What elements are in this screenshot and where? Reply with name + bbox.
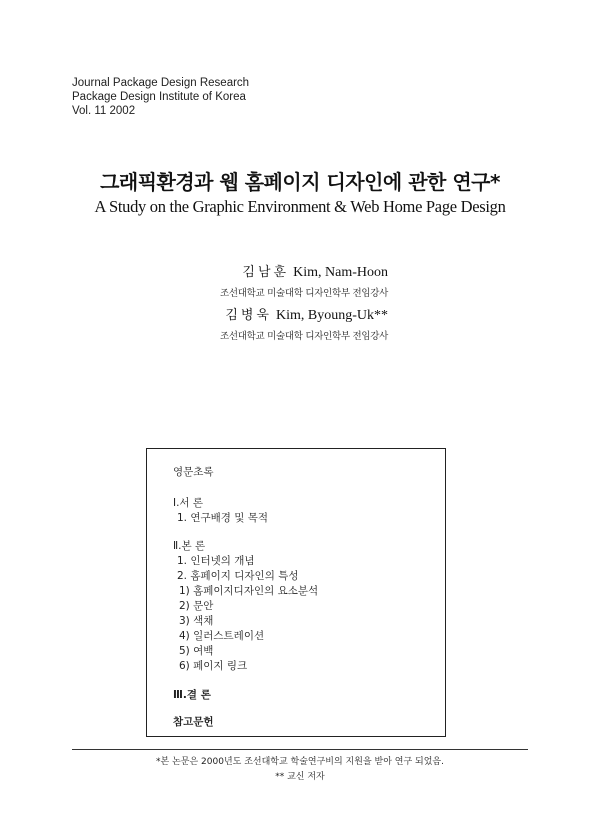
toc-references: 참고문헌 — [173, 716, 214, 728]
toc-subitem: 5) 여백 — [179, 645, 214, 657]
footnote-divider — [72, 749, 528, 750]
author-block-2 — [220, 304, 388, 342]
toc-item: 1. 인터넷의 개념 — [177, 555, 255, 567]
volume-info: Vol. 11 2002 — [72, 105, 136, 117]
author-name-english: Kim, Byoung-Uk** — [276, 308, 388, 323]
paper-title-korean: 그래픽환경과 웹 홈페이지 디자인에 관한 연구* — [100, 170, 500, 194]
toc-abstract: 영문초록 — [173, 466, 214, 478]
toc-subitem: 4) 일러스트레이션 — [179, 630, 265, 642]
toc-subitem: 2) 문안 — [179, 600, 214, 612]
author-affiliation: 조선대학교 미술대학 디자인학부 전임강사 — [220, 331, 388, 342]
table-of-contents — [173, 465, 318, 730]
author-name-korean: 김병욱 — [225, 308, 272, 323]
toc-subitem: 6) 페이지 링크 — [179, 660, 248, 672]
journal-name: Journal Package Design Research — [72, 77, 250, 89]
author-block-1 — [220, 261, 388, 299]
author-name-english: Kim, Nam-Hoon — [293, 265, 388, 280]
table-of-contents-box — [146, 448, 446, 737]
author-name-1 — [220, 261, 388, 281]
toc-subitem: 3) 색채 — [179, 615, 214, 627]
author-name-korean: 김남훈 — [242, 265, 290, 280]
journal-header — [72, 76, 249, 118]
footnote-corresponding-author: ** 교신 저자 — [275, 772, 325, 782]
toc-item: 2. 홈페이지 디자인의 특성 — [177, 570, 299, 582]
author-affiliation: 조선대학교 미술대학 디자인학부 전임강사 — [220, 288, 388, 299]
publisher-name: Package Design Institute of Korea — [72, 91, 246, 103]
toc-section-3-title: Ⅲ.결 론 — [173, 689, 211, 701]
toc-section-1-title: Ⅰ.서 론 — [173, 497, 204, 509]
toc-subitem: 1) 홈페이지디자인의 요소분석 — [179, 585, 319, 597]
footnote-funding: *본 논문은 2000년도 조선대학교 학술연구비의 지원을 받아 연구 되었음. — [156, 757, 444, 767]
author-name-2 — [220, 304, 388, 324]
paper-title-english: A Study on the Graphic Environment & Web Home Page Design — [94, 197, 506, 216]
toc-section-2-title: Ⅱ.본 론 — [173, 540, 206, 552]
toc-item: 1. 연구배경 및 목적 — [177, 512, 269, 524]
